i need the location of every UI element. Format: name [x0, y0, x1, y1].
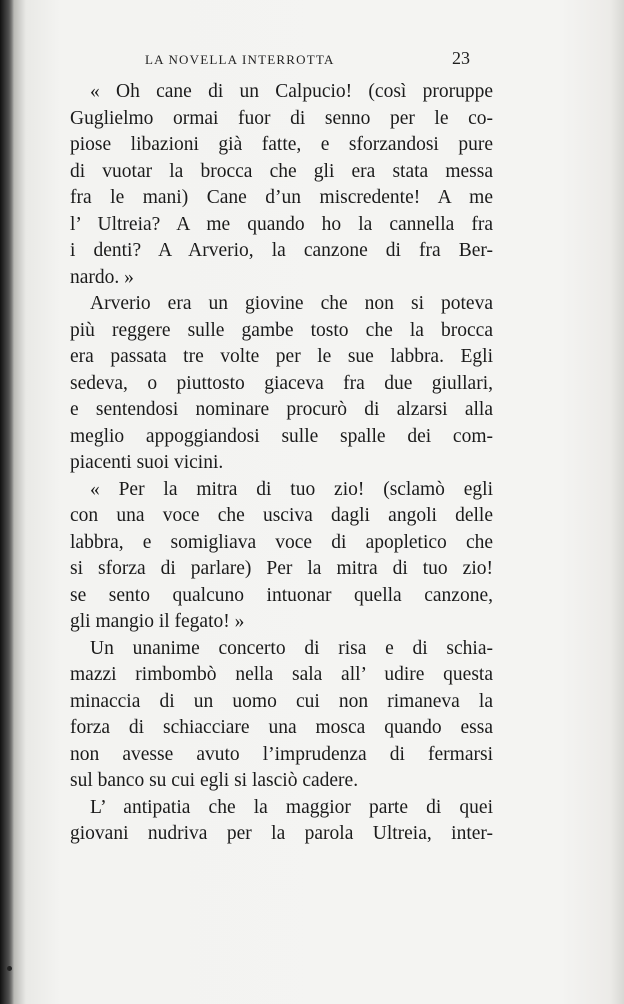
- text-line: i denti? A Arverio, la canzone di fra Ber-: [70, 240, 493, 261]
- text-line: forza di schiacciare una mosca quando essa: [70, 717, 493, 738]
- text-line: Un unanime concerto di risa e di schia-: [90, 637, 493, 659]
- text-line: Arverio era un giovine che non si poteva: [90, 293, 493, 314]
- text-line: sedeva, o piuttosto giaceva fra due giullari,: [70, 372, 493, 394]
- text-line: si sforza di parlare) Per la mitra di tuo zio!: [70, 558, 493, 579]
- text-line: « Per la mitra di tuo zio! (sclamò egli: [90, 478, 493, 500]
- text-line: meglio appoggiandosi sulle spalle dei com-: [70, 425, 493, 447]
- page-header: [0, 48, 624, 72]
- text-line: piose libazioni già fatte, e sforzandosi pure: [70, 134, 493, 155]
- text-line: sul banco su cui egli si lasciò cadere.: [70, 770, 359, 791]
- text-line: « Oh cane di un Calpucio! (così proruppe: [90, 81, 493, 102]
- ink-speck: [7, 966, 12, 971]
- text-line: di vuotar la brocca che gli era stata messa: [70, 160, 493, 182]
- text-line: labbra, e somigliava voce di apopletico che: [70, 531, 493, 553]
- text-line: con una voce che usciva dagli angoli delle: [70, 505, 493, 526]
- page-number: 23: [452, 48, 470, 68]
- text-line: piacenti suoi vicini.: [70, 452, 224, 473]
- text-line: giovani nudriva per la parola Ultreia, inter-: [70, 823, 493, 844]
- text-line: l’ Ultreia? A me quando ho la cannella fra: [70, 213, 493, 235]
- text-line: Guglielmo ormai fuor di senno per le co-: [70, 107, 493, 129]
- text-line: nardo. »: [70, 266, 134, 288]
- text-line: mazzi rimbombò nella sala all’ udire questa: [70, 664, 493, 685]
- text-line: non avesse avuto l’imprudenza di fermarsi: [70, 743, 493, 765]
- text-line: fra le mani) Cane d’un miscredente! A me: [70, 187, 493, 208]
- text-line: L’ antipatia che la maggior parte di quei: [90, 796, 493, 818]
- text-line: e sentendosi nominare procurò di alzarsi alla: [70, 399, 493, 420]
- text-line: minaccia di un uomo cui non rimaneva la: [70, 690, 493, 712]
- text-line: più reggere sulle gambe tosto che la brocca: [70, 319, 493, 341]
- spine-shadow: [0, 0, 14, 1004]
- running-title: LA NOVELLA INTERROTTA: [145, 52, 335, 67]
- text-line: se sento qualcuno intuonar quella canzone,: [70, 584, 493, 606]
- body-text: [70, 79, 493, 848]
- text-line: era passata tre volte per le sue labbra. Egli: [70, 346, 493, 367]
- text-line: gli mangio il fegato! »: [70, 611, 245, 632]
